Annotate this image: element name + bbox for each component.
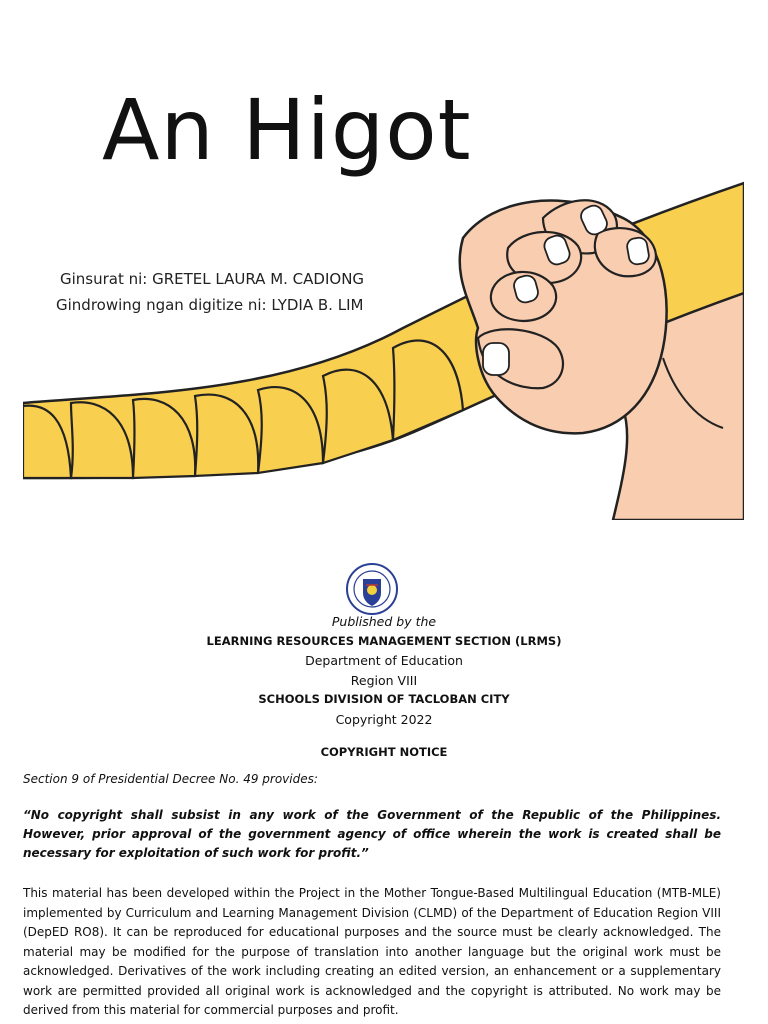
department: Department of Education <box>305 653 463 668</box>
published-by: Published by the <box>331 614 437 629</box>
book-title: An Higot <box>102 81 472 179</box>
copyright-notice-heading: COPYRIGHT NOTICE <box>320 745 448 759</box>
rope-hand-illustration <box>23 178 744 520</box>
author-line: Ginsurat ni: GRETEL LAURA M. CADIONG <box>60 270 365 288</box>
division: SCHOOLS DIVISION OF TACLOBAN CITY <box>258 692 510 706</box>
decree-quote: “No copyright shall subsist in any work of the Government of the Republic of the Philippines. However, prior approval of the government agency of office wherein the work is created shall be necessary for exploitation of such work for profit.” <box>23 808 721 860</box>
copyright-year: Copyright 2022 <box>335 711 433 727</box>
illustrator-line: Gindrowing ngan digitize ni: LYDIA B. LIM <box>56 296 364 314</box>
deped-seal-icon <box>346 563 398 615</box>
publisher-block <box>0 612 768 729</box>
region: Region VIII <box>350 672 418 688</box>
cover-credits <box>56 266 364 318</box>
lrms-section: LEARNING RESOURCES MANAGEMENT SECTION (LRMS) <box>206 633 562 648</box>
material-notice-paragraph: This material has been developed within the Project in the Mother Tongue-Based Multilingual Education (MTB-MLE) implemented by Curriculum and Learning Management Division (CLMD) of the Department of Education Region VIII (DepED RO8). It can be reproduced for educational purposes and the source must be clearly acknowledged. The material may be modified for the purpose of translation into another language but the original work must be acknowledged. Derivatives of the work including creating an edited version, an enhancement or a supplementary work are permitted provided all original work is acknowledged and the copyright is attributed. No work may be derived from this material for commercial purposes and profit. <box>23 886 721 1017</box>
decree-section-line: Section 9 of Presidential Decree No. 49 provides: <box>23 772 318 786</box>
